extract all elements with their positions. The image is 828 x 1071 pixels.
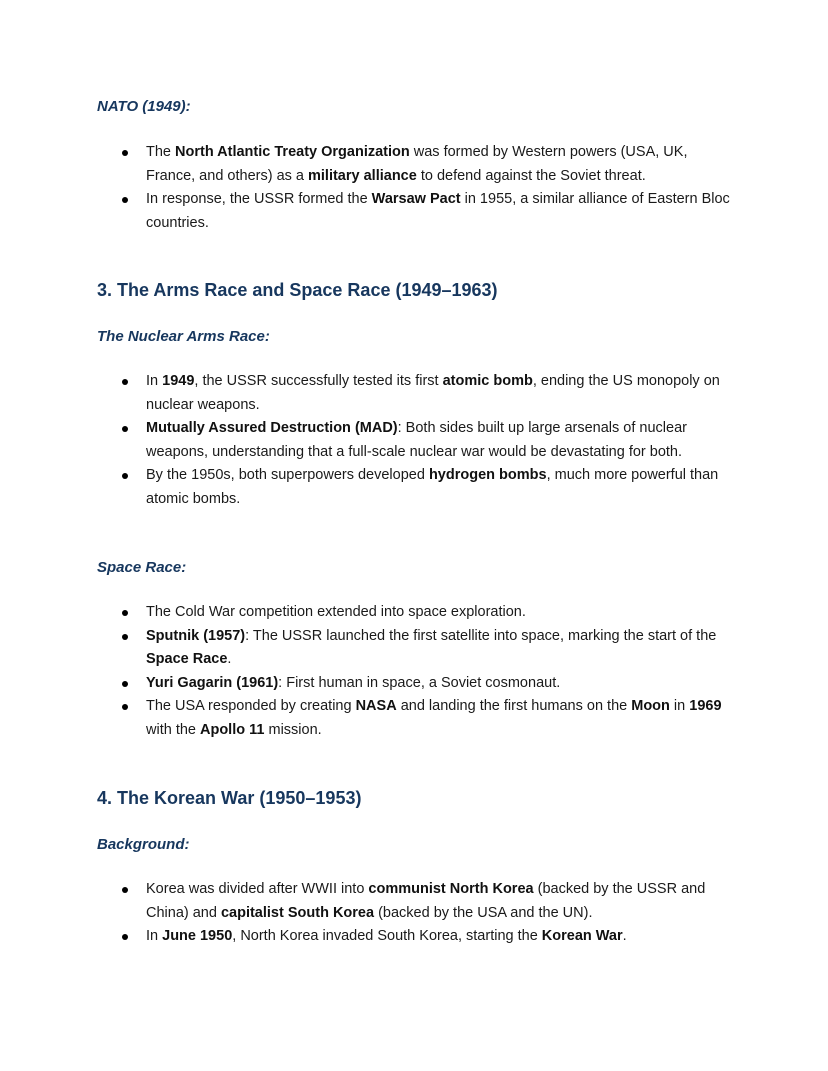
nato-list [97,141,737,235]
text-run: , ending the US monopoly on nuclear weapons. [146,373,720,413]
bullet-item [97,878,737,925]
space-race-heading: Space Race: [97,559,187,576]
bullet-item [97,672,737,696]
bold-text: 1969 [689,698,722,714]
nuclear-arms-race-list [97,370,737,511]
text-run: In response, the USSR formed the [146,191,372,207]
section-3-title: 3. The Arms Race and Space Race (1949–1963) [97,280,498,300]
bold-text: capitalist South Korea [220,904,375,921]
bullet-item [97,370,737,417]
text-run: . [227,651,232,667]
bold-text: Korean War [541,928,623,944]
bullet-item [97,925,737,949]
bold-text: Moon [631,698,670,714]
text-run: to defend against the Soviet threat. [416,167,646,184]
bold-text: communist North Korea [368,881,534,897]
bullet-item [97,141,737,188]
background-heading: Background: [97,836,190,853]
bold-text: hydrogen bombs [428,467,547,483]
bold-text: Yuri Gagarin (1961) [146,674,279,691]
bold-text: NASA [355,698,397,714]
text-run: , North Korea invaded South Korea, starting the [232,928,542,944]
bullet-item [97,625,737,672]
section-4-title: 4. The Korean War (1950–1953) [97,788,362,808]
text-run: and landing the first humans on the [396,698,632,714]
text-run: with the [146,721,200,738]
bold-text: military alliance [308,167,417,184]
bold-text: June 1950 [162,928,233,944]
text-run: in 1955, a similar alliance of Eastern Bloc countries. [146,191,730,231]
text-run: mission. [264,721,322,738]
bullet-item [97,464,737,511]
text-run: was formed by Western powers (USA, UK, France, and others) as a [146,144,688,184]
text-run: : The USSR launched the first satellite into space, marking the start of the [245,627,717,644]
text-run: : First human in space, a Soviet cosmonaut. [278,674,561,691]
bullet-item [97,188,737,235]
text-run: In [146,928,163,944]
text-run: , the USSR successfully tested its first [194,373,443,389]
space-race-list [97,601,737,742]
bold-text: Space Race [146,651,228,667]
text-run: Korea was divided after WWII into [146,881,369,897]
text-run: (backed by the USSR and China) and [146,881,706,921]
bold-text: atomic bomb [442,373,533,389]
bullet-item [97,417,737,464]
bold-text: Apollo 11 [200,721,265,738]
text-run: (backed by the USA and the UN). [374,904,593,921]
text-run: The [146,144,176,160]
text-run: in [669,698,690,714]
nato-heading: NATO (1949): [97,98,191,115]
text-run: The Cold War competition extended into space exploration. [146,604,526,620]
bold-text: Warsaw Pact [371,191,461,207]
text-run: , much more powerful than atomic bombs. [146,467,719,507]
bold-text: 1949 [162,373,195,389]
nuclear-arms-race-heading: The Nuclear Arms Race: [97,328,270,345]
bullet-item [97,695,737,742]
text-run: . [622,928,627,944]
background-list [97,878,737,949]
bold-text: North Atlantic Treaty Organization [175,144,410,160]
bullet-item [97,601,737,625]
text-run: By the 1950s, both superpowers developed [146,467,429,483]
text-run: : Both sides built up large arsenals of nuclear weapons, understanding that a full-scale nuclear war would be devastating for both. [146,420,687,460]
text-run: In [146,373,163,389]
text-run: The USA responded by creating [146,698,356,714]
bold-text: Mutually Assured Destruction (MAD) [146,420,398,436]
bold-text: Sputnik (1957) [146,627,246,644]
